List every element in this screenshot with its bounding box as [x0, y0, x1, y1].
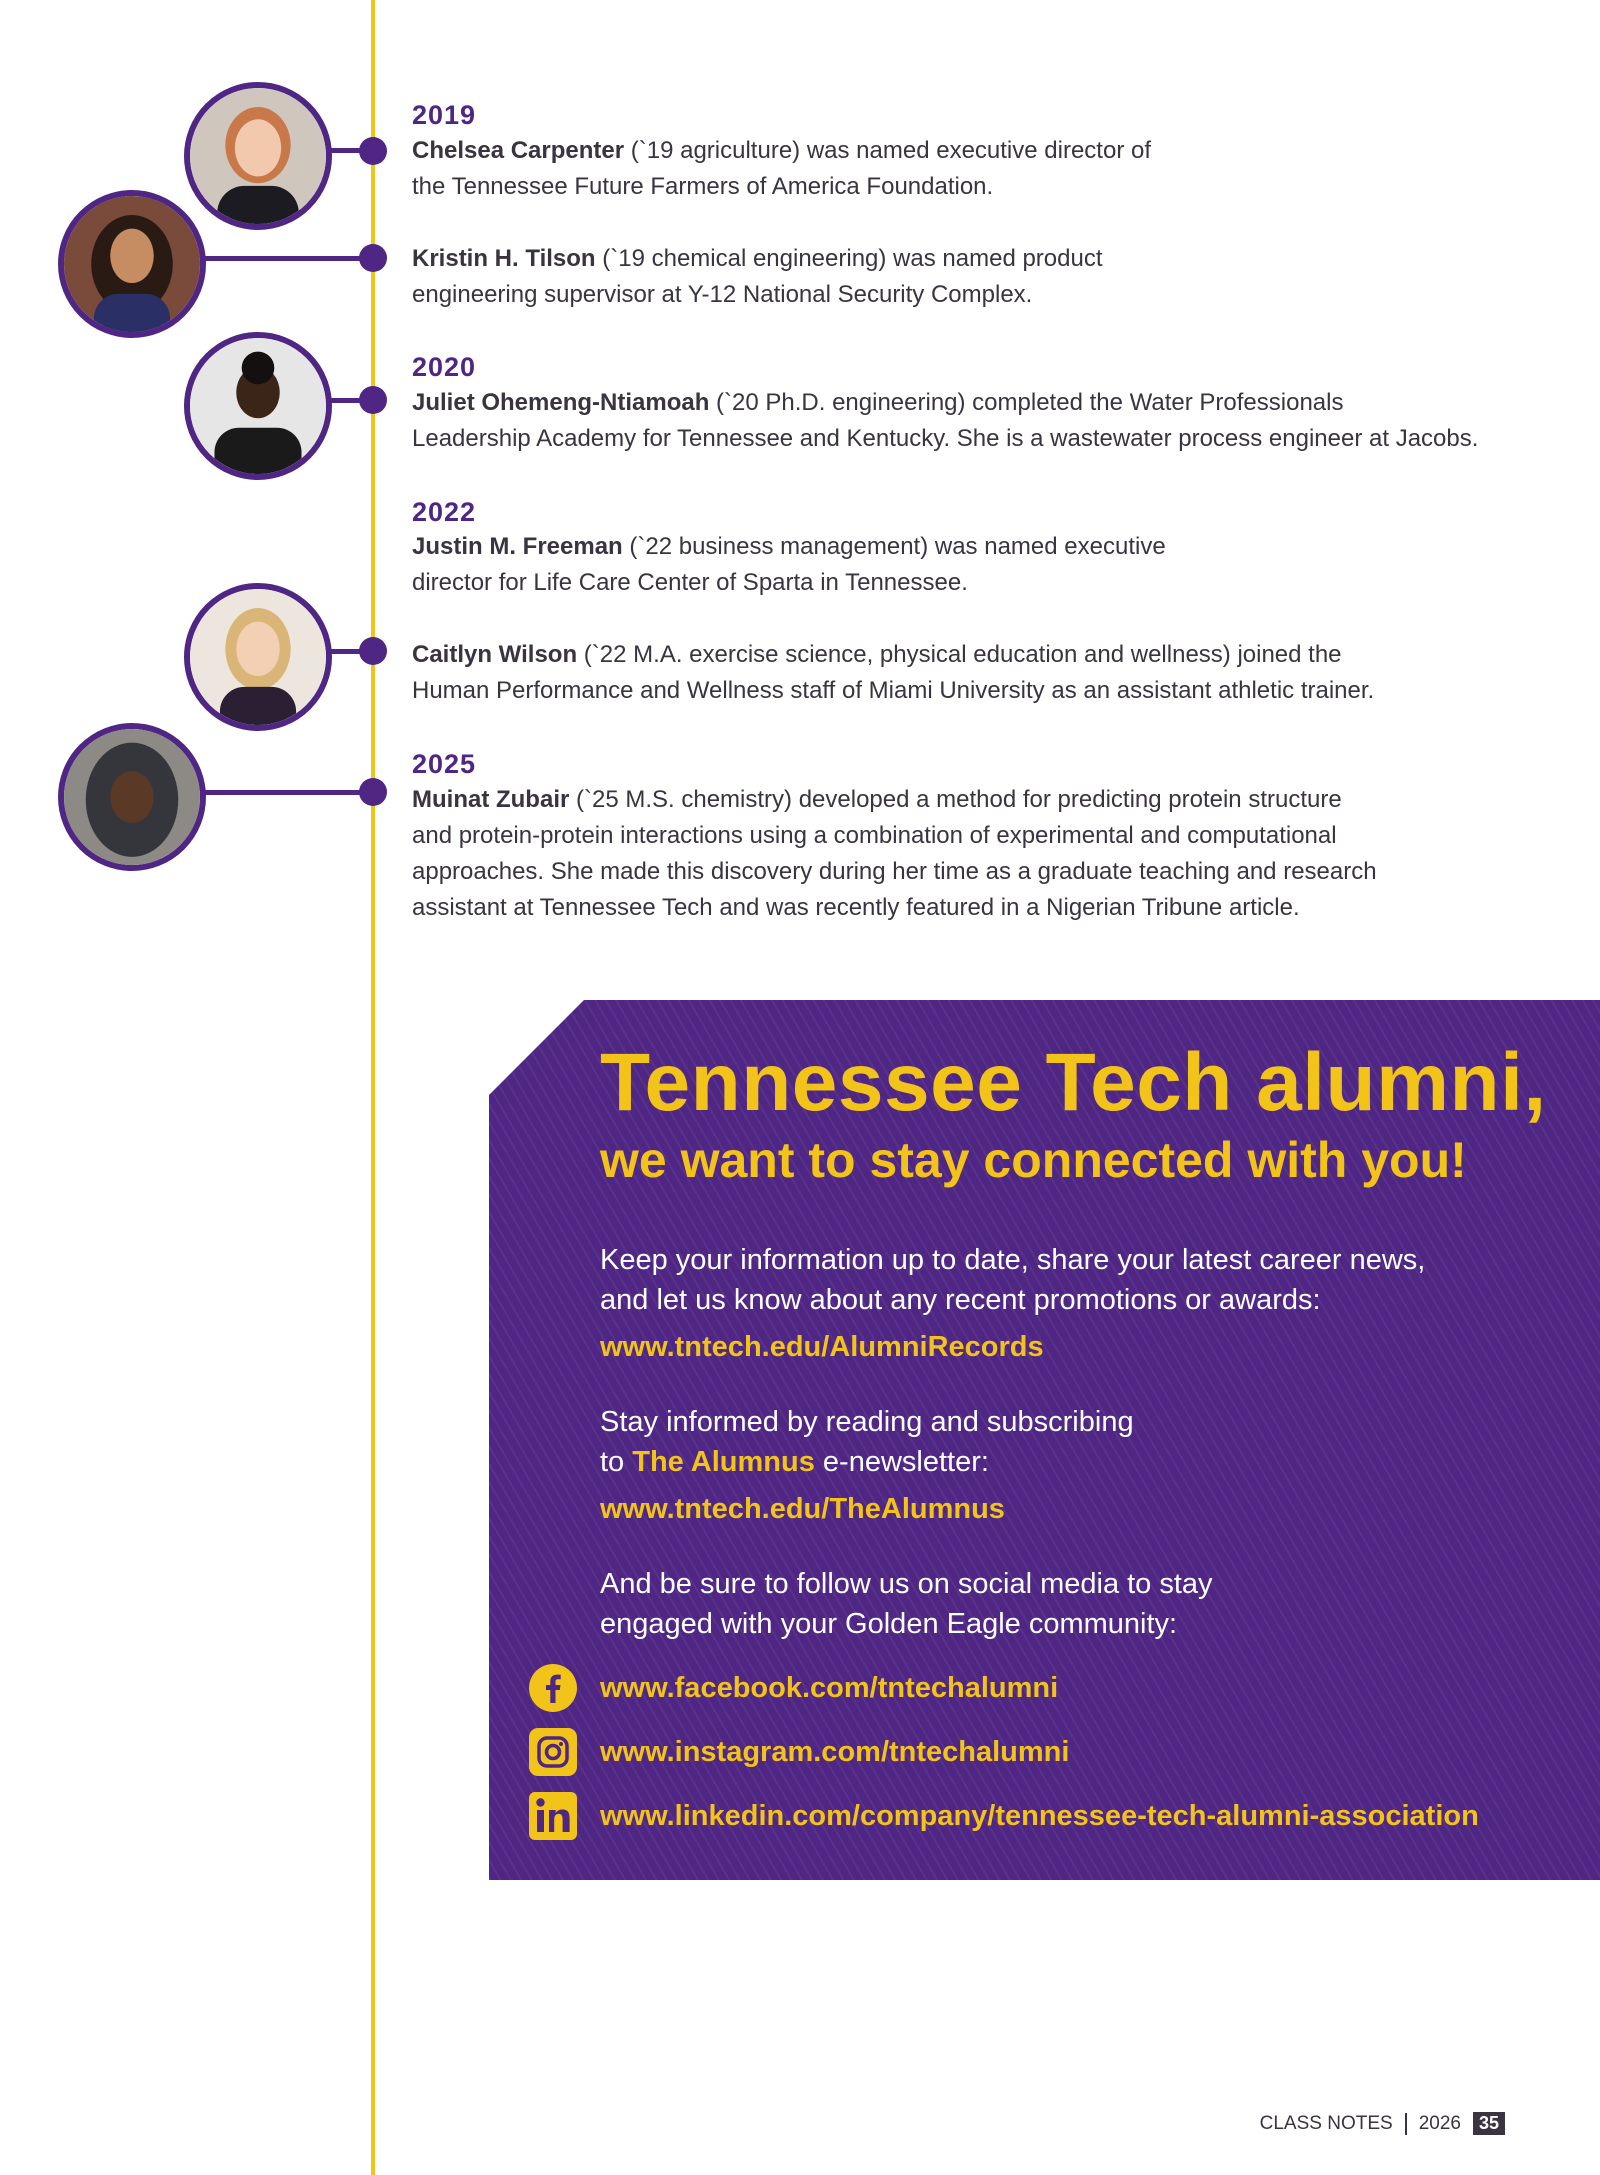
facebook-icon — [528, 1663, 578, 1713]
entry-text: and protein-protein interactions using a combination of experimental and computational — [412, 822, 1337, 849]
year-2020: 2020 — [412, 352, 477, 382]
page-number: 35 — [1473, 2112, 1505, 2135]
entry-text: assistant at Tennessee Tech and was recently featured in a Nigerian Tribune article. — [412, 894, 1300, 921]
the-alumnus-link[interactable]: www.tntech.edu/TheAlumnus — [600, 1493, 1005, 1525]
info-update-line: Keep your information up to date, share your latest career news, — [600, 1244, 1426, 1276]
newsletter-name: The Alumnus — [632, 1446, 815, 1478]
social-line: And be sure to follow us on social media to stay — [600, 1568, 1213, 1600]
newsletter-line: Stay informed by reading and subscribing — [600, 1406, 1134, 1438]
entry-name: Chelsea Carpenter — [412, 137, 625, 164]
entry-text: (`19 chemical engineering) was named product — [595, 245, 1103, 272]
entry-chelsea-carpenter — [412, 133, 1512, 205]
year-2025: 2025 — [412, 749, 477, 779]
timeline-line — [371, 0, 375, 2175]
timeline-dot-5 — [359, 778, 387, 806]
footer-divider — [1405, 2113, 1407, 2135]
timeline-dot-2 — [359, 244, 387, 272]
avatar-muinat-zubair — [58, 723, 206, 871]
entry-text: (`20 Ph.D. engineering) completed the Water Professionals — [709, 389, 1344, 416]
avatar-juliet-ohemeng-ntiamoah — [184, 332, 332, 480]
year-2019: 2019 — [412, 100, 477, 130]
newsletter-line-pre: to — [600, 1446, 633, 1478]
entry-text: approaches. She made this discovery during her time as a graduate teaching and research — [412, 858, 1377, 885]
entry-name: Kristin H. Tilson — [412, 245, 596, 272]
avatar-kristin-tilson — [58, 190, 206, 338]
entry-text: the Tennessee Future Farmers of America Foundation. — [412, 173, 994, 200]
entry-text: Leadership Academy for Tennessee and Kentucky. She is a wastewater process engineer at Jacobs. — [412, 425, 1479, 452]
entry-text: Human Performance and Wellness staff of Miami University as an assistant athletic trainer. — [412, 677, 1375, 704]
linkedin-icon — [528, 1791, 578, 1841]
entry-text: (`25 M.S. chemistry) developed a method for predicting protein structure — [569, 786, 1342, 813]
info-update-text — [600, 1240, 1500, 1320]
newsletter-line-post: e-newsletter: — [814, 1446, 989, 1478]
facebook-link[interactable]: www.facebook.com/tntechalumni — [600, 1672, 1059, 1704]
page-footer — [1260, 2112, 1505, 2135]
entry-muinat-zubair — [412, 782, 1512, 926]
linkedin-link[interactable]: www.linkedin.com/company/tennessee-tech-alumni-association — [600, 1800, 1479, 1832]
panel-title: Tennessee Tech alumni, — [600, 1037, 1547, 1128]
entry-text: (`19 agriculture) was named executive director of — [624, 137, 1151, 164]
timeline-dot-1 — [359, 137, 387, 165]
avatar-caitlyn-wilson — [184, 583, 332, 731]
connector-5 — [205, 790, 370, 795]
social-text — [600, 1564, 1500, 1644]
instagram-link[interactable]: www.instagram.com/tntechalumni — [600, 1736, 1070, 1768]
entry-name: Muinat Zubair — [412, 786, 570, 813]
entry-name: Justin M. Freeman — [412, 533, 623, 560]
footer-year: 2026 — [1418, 2112, 1461, 2134]
year-2022: 2022 — [412, 497, 477, 527]
entry-justin-freeman — [412, 529, 1512, 601]
entry-text: engineering supervisor at Y-12 National Security Complex. — [412, 281, 1033, 308]
entry-text: (`22 business management) was named executive — [622, 533, 1166, 560]
social-line: engaged with your Golden Eagle community: — [600, 1608, 1178, 1640]
connector-2 — [205, 256, 370, 261]
panel-subtitle: we want to stay connected with you! — [600, 1132, 1467, 1188]
alumni-records-link[interactable]: www.tntech.edu/AlumniRecords — [600, 1331, 1044, 1363]
footer-section: CLASS NOTES — [1259, 2112, 1393, 2134]
avatar-chelsea-carpenter — [184, 82, 332, 230]
entry-name: Caitlyn Wilson — [412, 641, 578, 668]
entry-juliet-ohemeng-ntiamoah — [412, 385, 1512, 457]
entry-text: (`22 M.A. exercise science, physical education and wellness) joined the — [577, 641, 1342, 668]
timeline-dot-3 — [359, 386, 387, 414]
newsletter-text — [600, 1402, 1500, 1482]
entry-kristin-tilson — [412, 241, 1512, 313]
timeline-dot-4 — [359, 637, 387, 665]
entry-caitlyn-wilson — [412, 637, 1512, 709]
info-update-line: and let us know about any recent promotions or awards: — [600, 1284, 1321, 1316]
instagram-icon — [528, 1727, 578, 1777]
entry-name: Juliet Ohemeng-Ntiamoah — [412, 389, 710, 416]
entry-text: director for Life Care Center of Sparta in Tennessee. — [412, 569, 968, 596]
